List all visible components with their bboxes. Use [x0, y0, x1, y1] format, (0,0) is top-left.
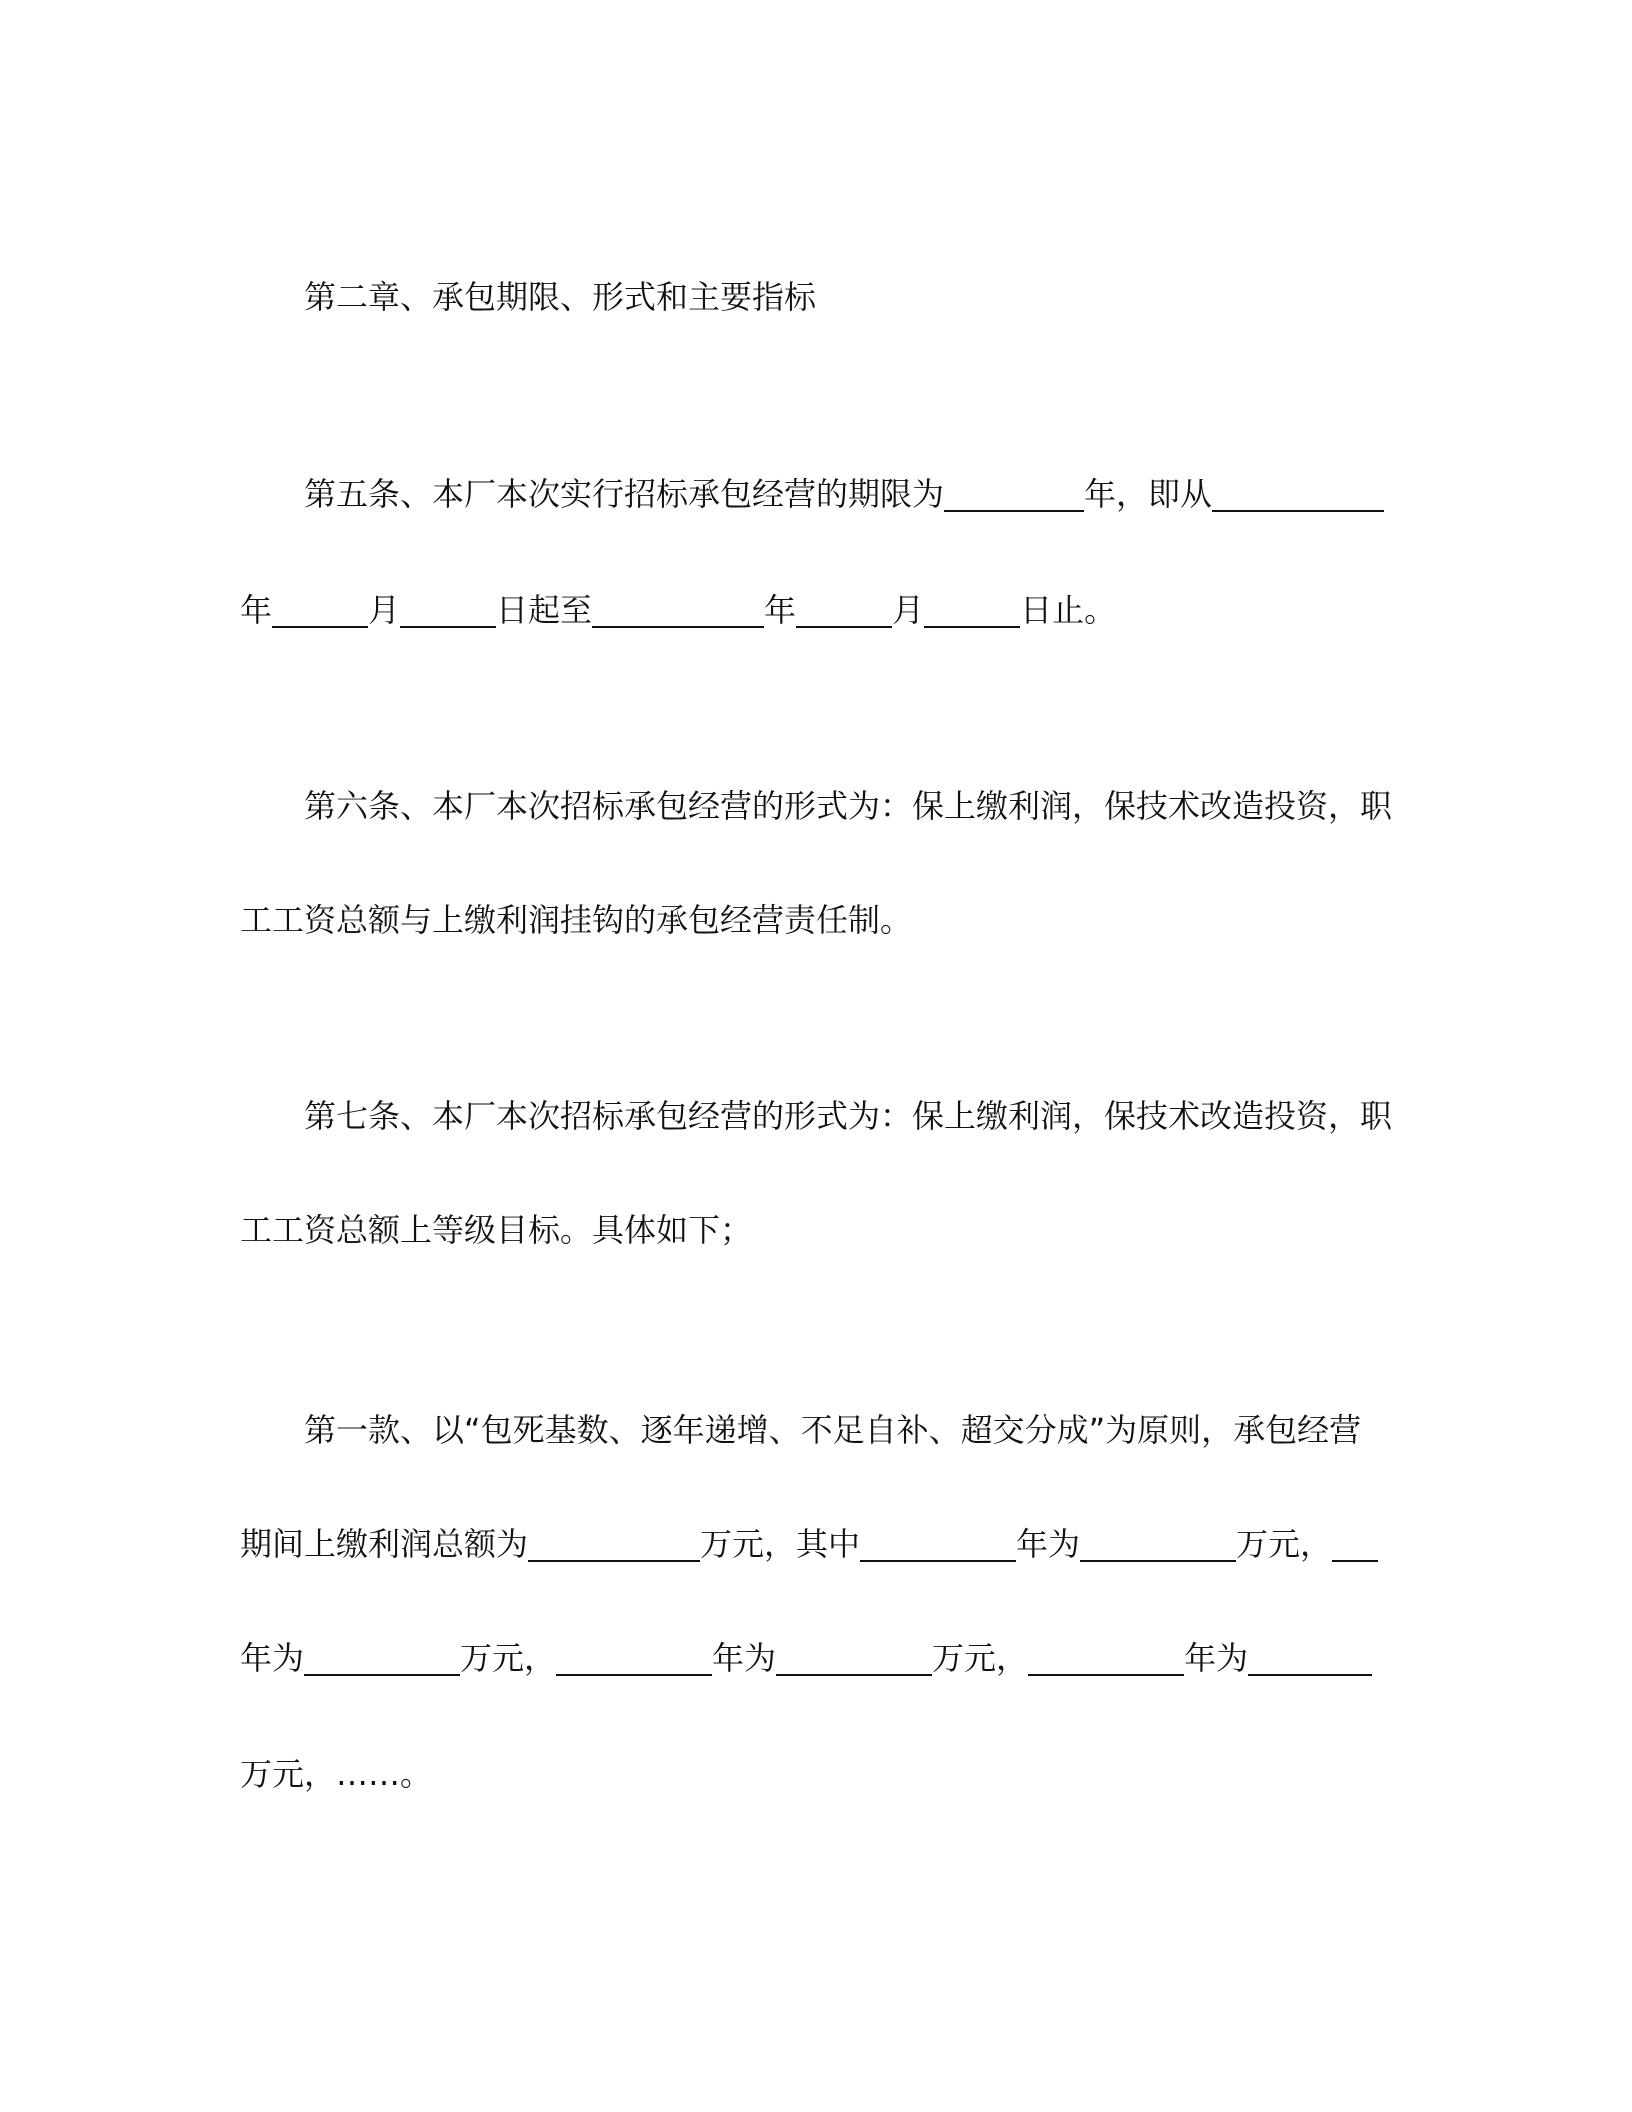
blank-amount-1 [1080, 1526, 1236, 1562]
blank-amount-2 [304, 1640, 460, 1676]
label-day-end: 日止。 [1020, 591, 1117, 629]
article-6-line-1 [304, 784, 1392, 828]
article-7-text: 第七条、本厂本次招标承包经营的形式为：保上缴利润，保技术改造投资，职 [304, 1097, 1393, 1135]
blank-start-month [272, 592, 368, 628]
article-5-line-2 [240, 588, 1116, 632]
label-wan-yuan: 万元， [1236, 1525, 1333, 1563]
label-month: 月 [892, 591, 925, 629]
label-year-is: 年为 [240, 1639, 305, 1677]
clause-1-line-1 [304, 1408, 1361, 1452]
blank-year-4 [1028, 1640, 1184, 1676]
label-year-is: 年为 [712, 1639, 777, 1677]
article-7-line-1 [304, 1094, 1392, 1138]
article-6-text: 第六条、本厂本次招标承包经营的形式为：保上缴利润，保技术改造投资，职 [304, 787, 1393, 825]
article-5-line-1 [304, 472, 1384, 516]
article-7-text-2: 工工资总额上等级目标。具体如下； [240, 1211, 753, 1249]
label-wan-yuan-of-which: 万元，其中 [700, 1525, 861, 1563]
article-5-text: 第五条、本厂本次实行招标承包经营的期限为 [304, 475, 945, 513]
clause-1-line-2 [240, 1522, 1378, 1566]
clause-1-line-4 [240, 1752, 432, 1796]
blank-start-year [1212, 476, 1384, 512]
label-wan-yuan: 万元， [460, 1639, 557, 1677]
chapter-heading-text: 第二章、承包期限、形式和主要指标 [304, 278, 817, 316]
blank-end-month [796, 592, 892, 628]
label-wan-yuan: 万元， [932, 1639, 1029, 1677]
article-7-line-2 [240, 1208, 752, 1252]
blank-amount-4 [1248, 1640, 1372, 1676]
blank-amount-3 [776, 1640, 932, 1676]
label-year: 年 [240, 591, 273, 629]
blank-year-1 [860, 1526, 1016, 1562]
label-month: 月 [368, 591, 401, 629]
label-year-is: 年为 [1016, 1525, 1081, 1563]
article-6-line-2 [240, 898, 912, 942]
clause-1-text: 第一款、以“包死基数、逐年递增、不足自补、超交分成”为原则，承包经营 [304, 1411, 1362, 1449]
clause-1-text-end: 万元，……。 [240, 1755, 433, 1793]
label-year: 年 [764, 591, 797, 629]
blank-year-2 [1332, 1526, 1378, 1562]
blank-year-3 [556, 1640, 712, 1676]
label-year-is: 年为 [1184, 1639, 1249, 1677]
blank-term-years [944, 476, 1084, 512]
clause-1-line-3 [240, 1636, 1372, 1680]
article-5-text-2: 年，即从 [1084, 475, 1213, 513]
blank-end-day [924, 592, 1020, 628]
label-day-from-to: 日起至 [496, 591, 593, 629]
blank-start-day [400, 592, 496, 628]
label-total-profit: 期间上缴利润总额为 [240, 1525, 529, 1563]
blank-end-year [592, 592, 764, 628]
chapter-heading [304, 275, 816, 319]
article-6-text-2: 工工资总额与上缴利润挂钩的承包经营责任制。 [240, 901, 913, 939]
blank-total-profit [528, 1526, 700, 1562]
